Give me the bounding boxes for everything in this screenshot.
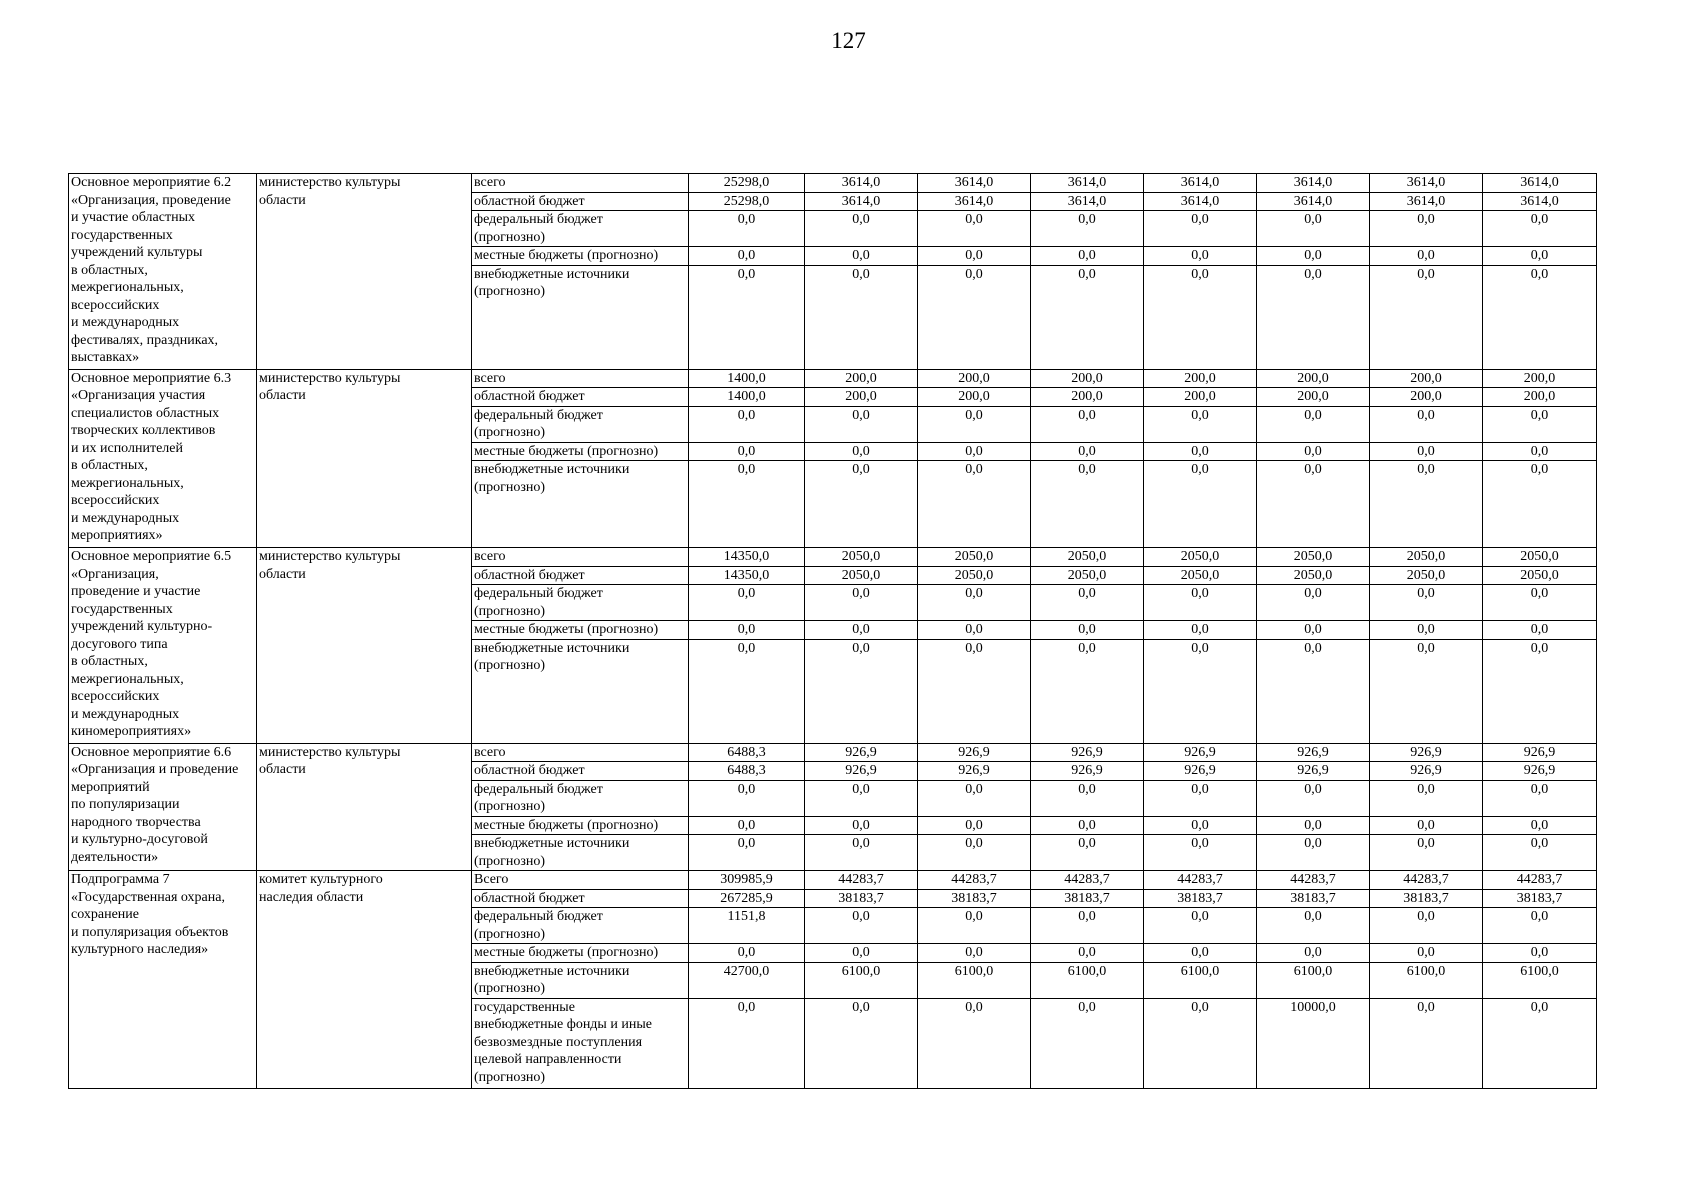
funding-source-cell: всего: [472, 743, 689, 762]
year-value-cell: 926,9: [918, 762, 1031, 781]
year-value-cell: 0,0: [1370, 639, 1483, 743]
funding-source-cell: местные бюджеты (прогнозно): [472, 816, 689, 835]
year-value-cell: 2050,0: [918, 548, 1031, 567]
year-value-cell: 6100,0: [1370, 962, 1483, 998]
year-value-cell: 3614,0: [1483, 192, 1597, 211]
year-value-cell: 6100,0: [918, 962, 1031, 998]
funding-source-cell: федеральный бюджет (прогнозно): [472, 780, 689, 816]
total-value-cell: 1151,8: [689, 908, 805, 944]
year-value-cell: 926,9: [805, 743, 918, 762]
year-value-cell: 0,0: [805, 639, 918, 743]
funding-source-cell: областной бюджет: [472, 889, 689, 908]
year-value-cell: 0,0: [805, 247, 918, 266]
year-value-cell: 38183,7: [1370, 889, 1483, 908]
executor-cell: министерство культуры области: [257, 548, 472, 744]
event-name-cell: Основное мероприятие 6.6 «Организация и проведение мероприятий по популяризации народного творчества и культурно-досуговой деятельности»: [69, 743, 257, 871]
year-value-cell: 200,0: [1144, 369, 1257, 388]
total-value-cell: 0,0: [689, 211, 805, 247]
year-value-cell: 0,0: [1370, 944, 1483, 963]
year-value-cell: 0,0: [1144, 442, 1257, 461]
year-value-cell: 3614,0: [918, 174, 1031, 193]
year-value-cell: 0,0: [1483, 998, 1597, 1088]
year-value-cell: 200,0: [1257, 388, 1370, 407]
year-value-cell: 44283,7: [1144, 871, 1257, 890]
year-value-cell: 0,0: [1483, 265, 1597, 369]
year-value-cell: 0,0: [1257, 944, 1370, 963]
year-value-cell: 3614,0: [1031, 192, 1144, 211]
year-value-cell: 0,0: [1483, 621, 1597, 640]
year-value-cell: 3614,0: [1370, 192, 1483, 211]
total-value-cell: 25298,0: [689, 192, 805, 211]
year-value-cell: 926,9: [1257, 762, 1370, 781]
year-value-cell: 200,0: [1031, 369, 1144, 388]
year-value-cell: 200,0: [805, 388, 918, 407]
executor-cell: комитет культурного наследия области: [257, 871, 472, 1089]
year-value-cell: 0,0: [1370, 265, 1483, 369]
year-value-cell: 0,0: [1031, 835, 1144, 871]
year-value-cell: 926,9: [1483, 762, 1597, 781]
funding-source-cell: всего: [472, 369, 689, 388]
year-value-cell: 38183,7: [918, 889, 1031, 908]
year-value-cell: 0,0: [1370, 835, 1483, 871]
funding-source-cell: областной бюджет: [472, 388, 689, 407]
year-value-cell: 926,9: [1483, 743, 1597, 762]
year-value-cell: 0,0: [805, 621, 918, 640]
year-value-cell: 3614,0: [918, 192, 1031, 211]
year-value-cell: 0,0: [1257, 461, 1370, 548]
table-row: [69, 548, 1597, 567]
year-value-cell: 0,0: [1483, 585, 1597, 621]
year-value-cell: 926,9: [918, 743, 1031, 762]
year-value-cell: 0,0: [918, 621, 1031, 640]
year-value-cell: 3614,0: [805, 192, 918, 211]
funding-source-cell: всего: [472, 174, 689, 193]
year-value-cell: 44283,7: [1257, 871, 1370, 890]
year-value-cell: 926,9: [1144, 743, 1257, 762]
funding-source-cell: местные бюджеты (прогнозно): [472, 442, 689, 461]
year-value-cell: 0,0: [1257, 835, 1370, 871]
total-value-cell: 0,0: [689, 406, 805, 442]
year-value-cell: 0,0: [805, 461, 918, 548]
funding-source-cell: федеральный бюджет (прогнозно): [472, 406, 689, 442]
year-value-cell: 0,0: [805, 816, 918, 835]
year-value-cell: 3614,0: [1483, 174, 1597, 193]
year-value-cell: 44283,7: [1370, 871, 1483, 890]
event-name-cell: Подпрограмма 7 «Государственная охрана, сохранение и популяризация объектов культурного наследия»: [69, 871, 257, 1089]
year-value-cell: 0,0: [805, 908, 918, 944]
year-value-cell: 0,0: [1144, 816, 1257, 835]
year-value-cell: 2050,0: [1257, 548, 1370, 567]
year-value-cell: 0,0: [1370, 442, 1483, 461]
year-value-cell: 0,0: [1031, 461, 1144, 548]
event-name-cell: Основное мероприятие 6.3 «Организация участия специалистов областных творческих коллективов и их исполнителей в областных, межрегиональных, всероссийских и международных мероприятиях»: [69, 369, 257, 548]
total-value-cell: 14350,0: [689, 548, 805, 567]
year-value-cell: 0,0: [1144, 247, 1257, 266]
executor-cell: министерство культуры области: [257, 743, 472, 871]
year-value-cell: 0,0: [1483, 442, 1597, 461]
year-value-cell: 200,0: [805, 369, 918, 388]
year-value-cell: 2050,0: [805, 548, 918, 567]
year-value-cell: 3614,0: [1144, 174, 1257, 193]
year-value-cell: 0,0: [1483, 816, 1597, 835]
year-value-cell: 0,0: [918, 908, 1031, 944]
year-value-cell: 0,0: [1144, 944, 1257, 963]
year-value-cell: 926,9: [1257, 743, 1370, 762]
funding-source-cell: областной бюджет: [472, 192, 689, 211]
year-value-cell: 38183,7: [1144, 889, 1257, 908]
year-value-cell: 0,0: [1257, 247, 1370, 266]
year-value-cell: 0,0: [1144, 908, 1257, 944]
year-value-cell: 0,0: [918, 639, 1031, 743]
funding-source-cell: государственные внебюджетные фонды и иные безвозмездные поступления целевой направленности (прогнозно): [472, 998, 689, 1088]
total-value-cell: 0,0: [689, 780, 805, 816]
year-value-cell: 0,0: [918, 211, 1031, 247]
year-value-cell: 0,0: [918, 406, 1031, 442]
year-value-cell: 926,9: [1144, 762, 1257, 781]
year-value-cell: 10000,0: [1257, 998, 1370, 1088]
year-value-cell: 0,0: [1257, 639, 1370, 743]
year-value-cell: 0,0: [1483, 835, 1597, 871]
total-value-cell: 0,0: [689, 639, 805, 743]
year-value-cell: 200,0: [1370, 369, 1483, 388]
total-value-cell: 6488,3: [689, 762, 805, 781]
year-value-cell: 0,0: [918, 944, 1031, 963]
year-value-cell: 2050,0: [1483, 548, 1597, 567]
year-value-cell: 0,0: [1370, 211, 1483, 247]
year-value-cell: 0,0: [1370, 908, 1483, 944]
year-value-cell: 200,0: [1483, 388, 1597, 407]
year-value-cell: 0,0: [1483, 247, 1597, 266]
table-row: [69, 174, 1597, 193]
total-value-cell: 0,0: [689, 461, 805, 548]
year-value-cell: 0,0: [1370, 461, 1483, 548]
year-value-cell: 2050,0: [1370, 548, 1483, 567]
funding-source-cell: внебюджетные источники (прогнозно): [472, 461, 689, 548]
funding-source-cell: областной бюджет: [472, 566, 689, 585]
page-number: 127: [831, 28, 866, 53]
year-value-cell: 0,0: [1144, 835, 1257, 871]
funding-source-cell: местные бюджеты (прогнозно): [472, 621, 689, 640]
year-value-cell: 0,0: [918, 265, 1031, 369]
year-value-cell: 0,0: [1483, 461, 1597, 548]
year-value-cell: 0,0: [1483, 211, 1597, 247]
year-value-cell: 44283,7: [1031, 871, 1144, 890]
funding-source-cell: местные бюджеты (прогнозно): [472, 944, 689, 963]
year-value-cell: 0,0: [805, 835, 918, 871]
year-value-cell: 0,0: [1370, 816, 1483, 835]
year-value-cell: 200,0: [1370, 388, 1483, 407]
funding-table: [68, 173, 1597, 1089]
total-value-cell: 0,0: [689, 621, 805, 640]
year-value-cell: 0,0: [918, 247, 1031, 266]
year-value-cell: 3614,0: [1257, 174, 1370, 193]
total-value-cell: 0,0: [689, 247, 805, 266]
year-value-cell: 0,0: [1370, 998, 1483, 1088]
year-value-cell: 3614,0: [1257, 192, 1370, 211]
year-value-cell: 0,0: [1483, 944, 1597, 963]
funding-source-cell: федеральный бюджет (прогнозно): [472, 585, 689, 621]
total-value-cell: 0,0: [689, 816, 805, 835]
year-value-cell: 0,0: [1031, 998, 1144, 1088]
year-value-cell: 2050,0: [1031, 548, 1144, 567]
year-value-cell: 0,0: [805, 998, 918, 1088]
year-value-cell: 0,0: [1031, 908, 1144, 944]
year-value-cell: 38183,7: [805, 889, 918, 908]
year-value-cell: 38183,7: [1257, 889, 1370, 908]
year-value-cell: 0,0: [1144, 998, 1257, 1088]
year-value-cell: 200,0: [1144, 388, 1257, 407]
year-value-cell: 44283,7: [1483, 871, 1597, 890]
total-value-cell: 0,0: [689, 442, 805, 461]
year-value-cell: 2050,0: [1144, 566, 1257, 585]
year-value-cell: 2050,0: [1031, 566, 1144, 585]
total-value-cell: 42700,0: [689, 962, 805, 998]
year-value-cell: 0,0: [1031, 442, 1144, 461]
total-value-cell: 25298,0: [689, 174, 805, 193]
year-value-cell: 3614,0: [1370, 174, 1483, 193]
year-value-cell: 3614,0: [1144, 192, 1257, 211]
year-value-cell: 6100,0: [1257, 962, 1370, 998]
year-value-cell: 926,9: [1031, 762, 1144, 781]
year-value-cell: 0,0: [1031, 944, 1144, 963]
year-value-cell: 44283,7: [805, 871, 918, 890]
year-value-cell: 0,0: [805, 442, 918, 461]
year-value-cell: 926,9: [1031, 743, 1144, 762]
total-value-cell: 1400,0: [689, 369, 805, 388]
table-row: [69, 871, 1597, 890]
total-value-cell: 0,0: [689, 998, 805, 1088]
year-value-cell: 0,0: [918, 461, 1031, 548]
year-value-cell: 3614,0: [805, 174, 918, 193]
year-value-cell: 0,0: [1370, 247, 1483, 266]
total-value-cell: 1400,0: [689, 388, 805, 407]
year-value-cell: 0,0: [1370, 585, 1483, 621]
year-value-cell: 0,0: [918, 835, 1031, 871]
year-value-cell: 0,0: [1483, 908, 1597, 944]
year-value-cell: 2050,0: [1257, 566, 1370, 585]
funding-source-cell: местные бюджеты (прогнозно): [472, 247, 689, 266]
funding-source-cell: Всего: [472, 871, 689, 890]
year-value-cell: 0,0: [1370, 406, 1483, 442]
funding-source-cell: всего: [472, 548, 689, 567]
year-value-cell: 0,0: [1257, 908, 1370, 944]
year-value-cell: 926,9: [1370, 743, 1483, 762]
year-value-cell: 0,0: [805, 265, 918, 369]
year-value-cell: 2050,0: [1483, 566, 1597, 585]
funding-source-cell: внебюджетные источники (прогнозно): [472, 835, 689, 871]
year-value-cell: 0,0: [1483, 406, 1597, 442]
year-value-cell: 200,0: [1031, 388, 1144, 407]
year-value-cell: 0,0: [1144, 585, 1257, 621]
funding-source-cell: федеральный бюджет (прогнозно): [472, 908, 689, 944]
year-value-cell: 0,0: [1144, 780, 1257, 816]
year-value-cell: 0,0: [805, 211, 918, 247]
executor-cell: министерство культуры области: [257, 369, 472, 548]
year-value-cell: 0,0: [1257, 442, 1370, 461]
year-value-cell: 0,0: [918, 780, 1031, 816]
total-value-cell: 0,0: [689, 835, 805, 871]
year-value-cell: 200,0: [1483, 369, 1597, 388]
year-value-cell: 0,0: [1144, 461, 1257, 548]
year-value-cell: 0,0: [1257, 585, 1370, 621]
year-value-cell: 0,0: [1257, 265, 1370, 369]
year-value-cell: 0,0: [805, 585, 918, 621]
year-value-cell: 0,0: [1031, 265, 1144, 369]
year-value-cell: 0,0: [1257, 621, 1370, 640]
year-value-cell: 0,0: [1257, 406, 1370, 442]
year-value-cell: 0,0: [805, 944, 918, 963]
executor-cell: министерство культуры области: [257, 174, 472, 370]
year-value-cell: 0,0: [1257, 816, 1370, 835]
year-value-cell: 200,0: [1257, 369, 1370, 388]
year-value-cell: 200,0: [918, 388, 1031, 407]
funding-source-cell: внебюджетные источники (прогнозно): [472, 962, 689, 998]
year-value-cell: 0,0: [1483, 780, 1597, 816]
year-value-cell: 0,0: [918, 816, 1031, 835]
year-value-cell: 0,0: [1257, 211, 1370, 247]
year-value-cell: 0,0: [1257, 780, 1370, 816]
year-value-cell: 0,0: [1031, 247, 1144, 266]
year-value-cell: 0,0: [918, 998, 1031, 1088]
year-value-cell: 2050,0: [1370, 566, 1483, 585]
year-value-cell: 0,0: [918, 585, 1031, 621]
year-value-cell: 0,0: [1144, 621, 1257, 640]
year-value-cell: 926,9: [1370, 762, 1483, 781]
year-value-cell: 6100,0: [1483, 962, 1597, 998]
year-value-cell: 0,0: [1370, 780, 1483, 816]
year-value-cell: 38183,7: [1031, 889, 1144, 908]
year-value-cell: 44283,7: [918, 871, 1031, 890]
year-value-cell: 0,0: [1031, 585, 1144, 621]
year-value-cell: 0,0: [805, 780, 918, 816]
event-name-cell: Основное мероприятие 6.5 «Организация, проведение и участие государственных учреждений культурно- досугового типа в областных, межрегиональных, всероссийских и международных киномероприятиях»: [69, 548, 257, 744]
year-value-cell: 0,0: [1031, 816, 1144, 835]
year-value-cell: 3614,0: [1031, 174, 1144, 193]
year-value-cell: 0,0: [805, 406, 918, 442]
funding-source-cell: федеральный бюджет (прогнозно): [472, 211, 689, 247]
table-row: [69, 743, 1597, 762]
year-value-cell: 926,9: [805, 762, 918, 781]
year-value-cell: 200,0: [918, 369, 1031, 388]
total-value-cell: 0,0: [689, 585, 805, 621]
year-value-cell: 6100,0: [1031, 962, 1144, 998]
funding-source-cell: внебюджетные источники (прогнозно): [472, 265, 689, 369]
funding-source-cell: внебюджетные источники (прогнозно): [472, 639, 689, 743]
year-value-cell: 0,0: [1031, 780, 1144, 816]
year-value-cell: 6100,0: [805, 962, 918, 998]
table-row: [69, 369, 1597, 388]
total-value-cell: 0,0: [689, 265, 805, 369]
year-value-cell: 0,0: [1144, 265, 1257, 369]
total-value-cell: 267285,9: [689, 889, 805, 908]
funding-source-cell: областной бюджет: [472, 762, 689, 781]
total-value-cell: 6488,3: [689, 743, 805, 762]
year-value-cell: 38183,7: [1483, 889, 1597, 908]
funding-table-body: [69, 174, 1597, 1089]
year-value-cell: 2050,0: [805, 566, 918, 585]
year-value-cell: 0,0: [1144, 406, 1257, 442]
year-value-cell: 0,0: [918, 442, 1031, 461]
year-value-cell: 2050,0: [1144, 548, 1257, 567]
year-value-cell: 0,0: [1144, 211, 1257, 247]
total-value-cell: 309985,9: [689, 871, 805, 890]
year-value-cell: 0,0: [1031, 639, 1144, 743]
year-value-cell: 0,0: [1483, 639, 1597, 743]
year-value-cell: 0,0: [1144, 639, 1257, 743]
total-value-cell: 14350,0: [689, 566, 805, 585]
year-value-cell: 0,0: [1031, 621, 1144, 640]
total-value-cell: 0,0: [689, 944, 805, 963]
year-value-cell: 6100,0: [1144, 962, 1257, 998]
event-name-cell: Основное мероприятие 6.2 «Организация, проведение и участие областных государственных учреждений культуры в областных, межрегиональных, всероссийских и международных фестивалях, праздниках, выставках»: [69, 174, 257, 370]
year-value-cell: 0,0: [1031, 406, 1144, 442]
year-value-cell: 0,0: [1370, 621, 1483, 640]
year-value-cell: 2050,0: [918, 566, 1031, 585]
year-value-cell: 0,0: [1031, 211, 1144, 247]
